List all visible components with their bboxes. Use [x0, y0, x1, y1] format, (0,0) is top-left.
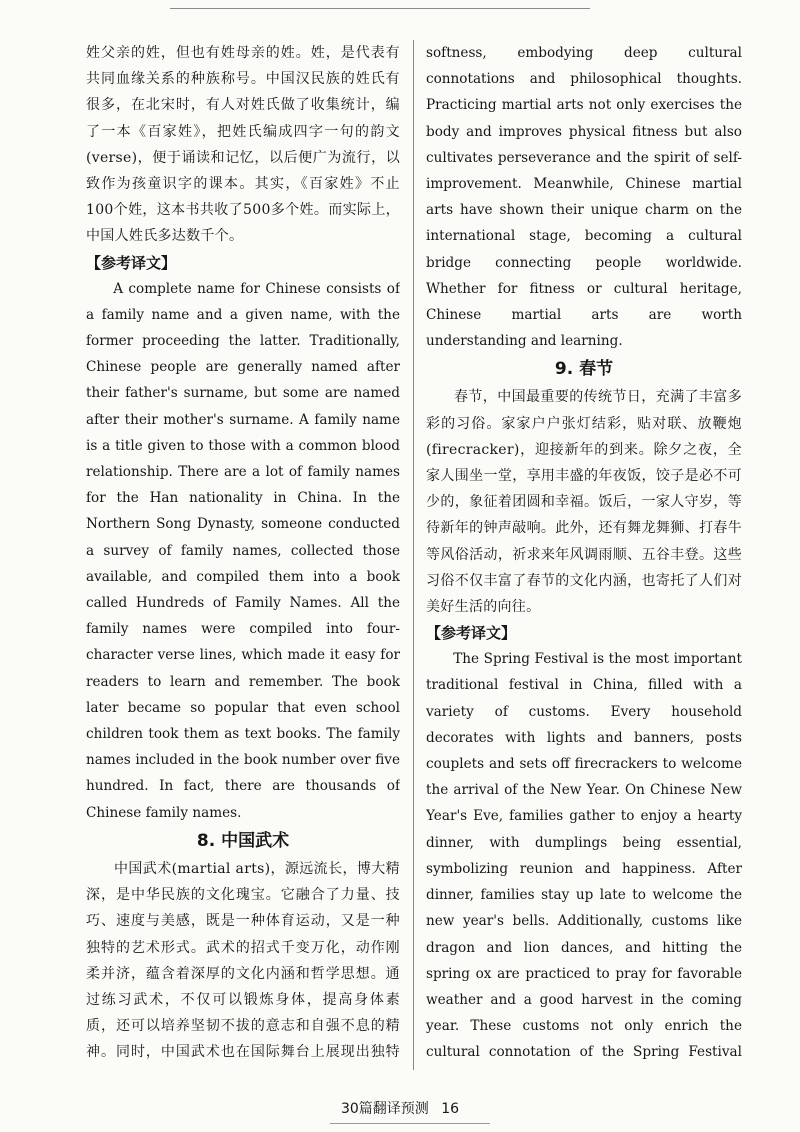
column-divider — [413, 40, 414, 1070]
spring-festival-translation: The Spring Festival is the most important traditional festival in China, filled with a variety of customs. Every household decorates with lights and banners, posts couplets and sets off firecrackers to welcome the arrival of the New Year. On Chinese New Year's Eve, families gather to enjoy a hearty dinner, with dumplings being essential, symbolizing reunion and happiness. After dinner, families stay up late to welcome the new year's bells. Additionally, customs like dragon and lion dances, and hitting the spring ox are practiced to pray for favorable weather and a good harvest in the coming year. These customs not only enrich the cultural connotation of the Spring Festival — [426, 651, 742, 1060]
family-names-chinese-text: 姓父亲的姓，但也有姓母亲的姓。姓，是代表有共同血缘关系的种族称号。中国汉民族的姓氏有很多，在北宋时，有人对姓氏做了收集统计，编了一本《百家姓》，把姓氏编成四字一句的韵文(verse)，便于诵读和记忆，以后便广为流行，以致作为孩童识字的课本。其实，《百家姓》不止100个姓，这本书共收了500多个姓。而实际上，中国人姓氏多达数千个。 — [86, 45, 400, 245]
section-8-heading: 8. 中国武术 — [196, 830, 290, 851]
spring-festival-chinese-text: 春节，中国最重要的传统节日，充满了丰富多彩的习俗。家家户户张灯结彩，贴对联、放鞭炮(firecracker)，迎接新年的到来。除夕之夜，全家人围坐一堂，享用丰盛的年夜饭，饺子是必不可少的，象征着团圆和幸福。饭后，一家人守岁，等待新年的钟声敲响。此外，还有舞龙舞狮、打春牛等风俗活动，祈求来年风调雨顺、五谷丰登。这些习俗不仅丰富了春节的文化内涵，也寄托了人们对美好生活的向往。 — [426, 389, 742, 616]
section-9-heading: 9. 春节 — [554, 359, 614, 380]
reference-translation-label: 【参考译文】 — [86, 253, 177, 272]
bottom-rule — [330, 1123, 490, 1124]
page-number: 16 — [441, 1101, 460, 1117]
martial-arts-translation-end: softness, embodying deep cultural connotations and philosophical thoughts. Practicing martial arts not only exercises the body and improves physical fitness but also cultivates perseverance and the spirit of self-improvement. Meanwhile, Chinese martial arts have shown their unique charm on the international stage, becoming a cultural bridge connecting people worldwide. Whether for fitness or cultural heritage, Chinese martial arts are worth understanding and learning. — [426, 45, 742, 350]
footer-book-title: 30篇翻译预测 — [340, 1101, 429, 1117]
family-names-translation: A complete name for Chinese consists of a family name and a given name, with the former proceeding the latter. Traditionally, Chinese people are generally named after their father's surname, but some are named after their mother's surname. A family name is a title given to those with a common blood relationship. There are a lot of family names for the Han nationality in China. In the Northern Song Dynasty, someone conducted a survey of family names, collected those available, and compiled them into a book called Hundreds of Family Names. All the family names were compiled into four-character verse lines, which made it easy for readers to learn and remember. The book later became so popular that even school children took them as text books. The family names included in the book number over five hundred. In fact, there are thousands of Chinese family names. — [86, 280, 400, 821]
page-footer — [0, 1098, 800, 1118]
left-column — [86, 40, 400, 1060]
martial-arts-chinese-text: 中国武术(martial arts)，源远流长，博大精深，是中华民族的文化瑰宝。它融合了力量、技巧、速度与美感，既是一种体育运动，又是一种独特的艺术形式。武术的招式千变万化，动作刚柔并济，蕴含着深厚的文化内涵和哲学思想。通过练习武术，不仅可以锻炼身体，提高身体素质，还可以培养坚韧不拔的意志和自强不息的精神。同时，中国武术也在国际舞台上展现出独特 — [86, 860, 400, 1060]
reference-translation-label: 【参考译文】 — [426, 624, 517, 643]
right-column — [426, 40, 742, 1060]
top-rule — [170, 8, 590, 9]
